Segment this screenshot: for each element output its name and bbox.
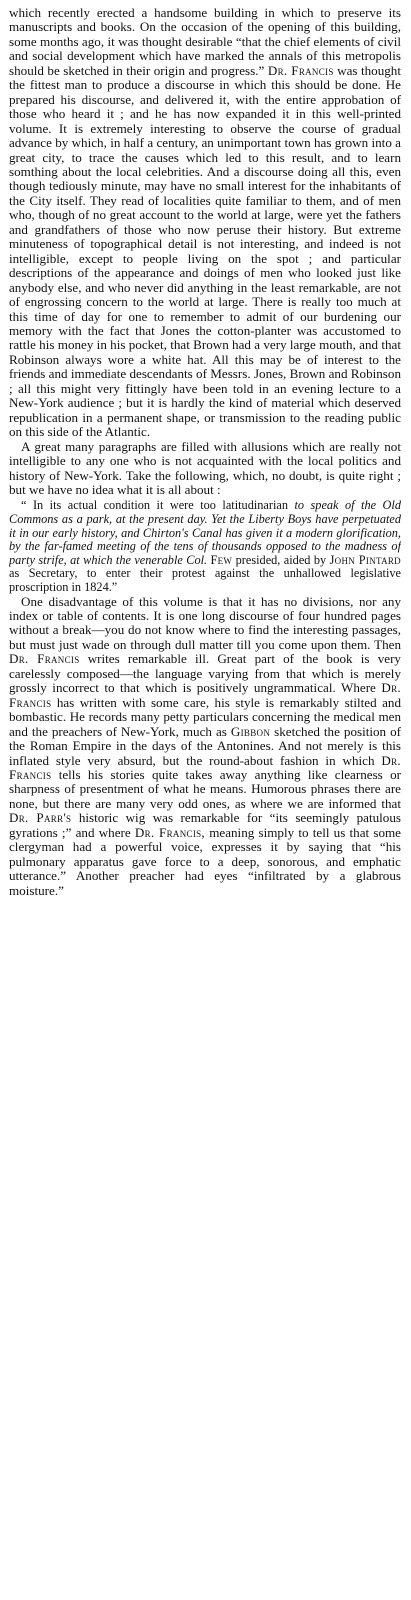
quote-text-a: “ In its actual condition it were too latitudinarian (21, 498, 295, 513)
paragraph-1 (9, 6, 401, 440)
quote-name-pintard: John Pintard (329, 552, 401, 567)
p3-name-2: Dr. Francis (9, 680, 401, 710)
quote-name-few: Few (210, 552, 233, 567)
quote-text-b: at the present day. Yet the Liberty Boys have perpetuated it in our early history, and Chirton's Canal has given it a modern glorification, by the far-famed meeting of the tens of thousands opposed to the madness of party strife, at which the venerable Col. (9, 512, 401, 567)
p3-name-gibbon: Gibbon (230, 723, 271, 739)
p3-text-e: tells his stories quite takes away anything like clearness or sharpness of presentment of what he means. Humorous phrases there are none, but there are many very odd ones, as where we are informed that (9, 767, 401, 811)
p3-text-b: writes remarkable ill. Great part of the book is very carelessly composed—the language varying from that which is merely grossly incorrect to that which is positively ungrammatical. Where (9, 651, 401, 696)
p1-text-b: was thought the fittest man to produce a discourse in which this should be done. He prepared his discourse, and delivered it, with the entire approbation of those who heard it ; and he has now expanded it in this well-printed volume. It is extremely interesting to observe the course of gradual advance by which, in half a century, an unimportant town has grown into a great city, to trace the causes which led to this result, and to learn somthing about the local celebrities. And a discourse doing all this, even though tediously minute, may have no small interest for the inhabitants of the City itself. They read of localities quite familiar to them, and of men who, though of no great account to the world at large, were yet the fathers and grandfathers of those who now peruse their history. But extreme minuteness of topographical detail is not interesting, and indeed is not intelligible, except to people living on the spot ; and particular descriptions of the appearance and doings of men who looked just like anybody else, and who never did anything in the least remarkable, are not of engrossing concern to the world at large. There is really too much at this time of day for one to remember to admit of our burdening our memory with the fact that Jones the cotton-planter was accustomed to rattle his money in his pocket, that Brown had a very large mouth, and that Robinson always wore a white hat. All this may be of interest to the friends and immediate descendants of Messrs. Jones, Brown and Robinson ; all this might very fittingly have been told in an evening lecture to a New-York audience ; but it is hardly the kind of material which deserved republication in a permanent shape, or transmission to the reading public on this side of the Atlantic. (9, 62, 401, 440)
block-quote (9, 499, 401, 594)
newspaper-column (9, 6, 401, 1596)
p3-text-g: meaning simply to tell us that some clergyman had a powerful voice, expresses it by saying that “his pulmonary apparatus gave force to a deep, sonorous, and emphatic utterance.” Another preacher had eyes “infiltrated by a glabrous moisture.” (9, 824, 401, 898)
p3-text-a: One disadvantage of this volume is that it has no divisions, nor any index or table of contents. It is one long discourse of four hundred pages without a break—you do not know where to find the interesting passages, but must just wade on through dull matter till you come upon them. Then (9, 593, 401, 652)
p3-text-f: historic wig was remarkable for “its seemingly patulous gyrations ;” and where (9, 810, 401, 840)
p3-name-4: Dr. Francis, (134, 824, 205, 840)
author-name: Dr. Francis (267, 62, 334, 78)
p1-text-a: which recently erected a handsome building in which to preserve its manuscripts and books. On the occasion of the opening of this building, some months ago, it was thought desirable “that the chief elements of civil and social development which have marked the annals of this metropolis should be sketched in their origin and progress.” (9, 6, 401, 78)
quote-italic: to speak of the Old Commons as a park, (9, 498, 401, 526)
p3-name-3: Dr. Francis (9, 752, 401, 782)
paragraph-3 (9, 595, 401, 899)
p3-text-c: has written with some care, his style is remarkably stilted and bombastic. He records many petty particulars concerning the medical men and the preachers of New-York, much as (9, 694, 401, 739)
p3-name-1: Dr. Francis (9, 651, 80, 667)
p3-text-d: sketched the position of the Roman Empire in the days of the Antonines. And not merely is this inflated style very absurd, but the round-about fashion in which (9, 723, 401, 768)
p3-name-parr: Dr. Parr's (9, 810, 72, 826)
paragraph-2: A great many paragraphs are filled with allusions which are really not intelligible to any one who is not acquainted with the local politics and history of New-York. Take the following, which, no doubt, is quite right ; but we have no idea what it is all about : (9, 438, 401, 497)
quote-text-d: as Secretary, to enter their protest against the unhallowed legislative proscription in 1824.” (9, 566, 401, 594)
quote-text-c: presided, aided by (232, 552, 330, 567)
